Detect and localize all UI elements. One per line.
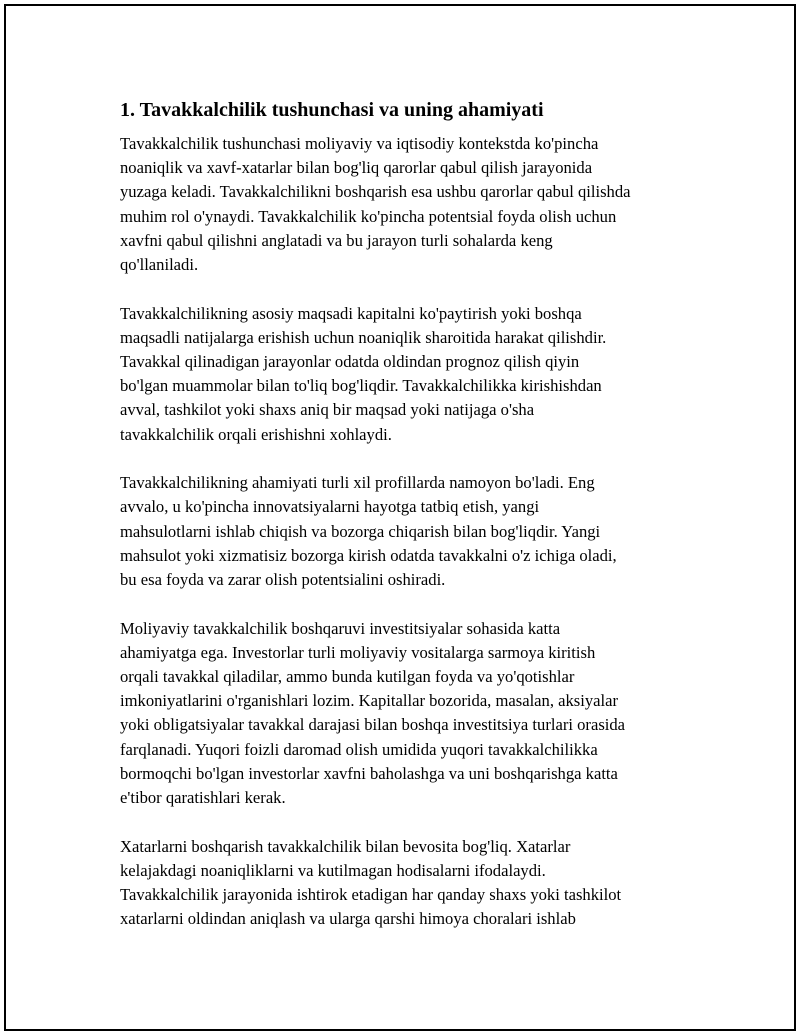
text-line: farqlanadi. Yuqori foizli daromad olish umidida yuqori tavakkalchilikka	[120, 739, 598, 759]
text-line: Xatarlarni boshqarish tavakkalchilik bilan bevosita bog'liq. Xatarlar	[120, 836, 571, 856]
text-line: ahamiyatga ega. Investorlar turli moliyaviy vositalarga sarmoya kiritish	[120, 642, 596, 662]
text-line: imkoniyatlarini o'rganishlari lozim. Kapitallar bozorida, masalan, aksiyalar	[120, 691, 619, 711]
text-line: Tavakkalchilik tushunchasi moliyaviy va iqtisodiy kontekstda ko'pincha	[120, 134, 599, 153]
text-line: Tavakkal qilinadigan jarayonlar odatda oldindan prognoz qilish qiyin	[120, 352, 580, 372]
text-line: mahsulotlarni ishlab chiqish va bozorga chiqarish bilan bog'liqdir. Yangi	[120, 521, 601, 541]
text-line: avvalo, u ko'pincha innovatsiyalarni hayotga tatbiq etish, yangi	[120, 497, 540, 517]
text-line: xatarlarni oldindan aniqlash va ularga qarshi himoya choralari ishlab	[120, 909, 576, 929]
text-line: xavfni qabul qilishni anglatadi va bu jarayon turli sohalarda keng	[120, 230, 553, 250]
text-line: mahsulot yoki xizmatisiz bozorga kirish odatda tavakkalni o'z ichiga oladi,	[120, 545, 617, 565]
text-line: kelajakdagi noaniqliklarni va kutilmagan hodisalarni ifodalaydi.	[120, 860, 546, 880]
paragraph-3	[120, 471, 700, 592]
text-line: maqsadli natijalarga erishish uchun noaniqlik sharoitida harakat qilishdir.	[120, 327, 607, 347]
text-line: bormoqchi bo'lgan investorlar xavfni baholashga va uni boshqarishga katta	[120, 763, 618, 783]
document-page	[4, 4, 796, 1031]
text-line: tavakkalchilik orqali erishishni xohlaydi.	[120, 424, 392, 444]
text-line: yuzaga keladi. Tavakkalchilikni boshqarish esa ushbu qarorlar qabul qilishda	[120, 182, 631, 202]
text-line: Tavakkalchilikning asosiy maqsadi kapitalni ko'paytirish yoki boshqa	[120, 303, 582, 323]
paragraph-5	[120, 835, 700, 932]
text-line: bu esa foyda va zarar olish potentsialini oshiradi.	[120, 570, 446, 590]
text-line: qo'llaniladi.	[120, 255, 199, 275]
paragraph-2	[120, 302, 700, 447]
paragraph-4	[120, 617, 700, 811]
text-line: Tavakkalchilik jarayonida ishtirok etadigan har qanday shaxs yoki tashkilot	[120, 885, 622, 905]
text-line: Tavakkalchilikning ahamiyati turli xil profillarda namoyon bo'ladi. Eng	[120, 473, 595, 493]
text-line: avval, tashkilot yoki shaxs aniq bir maqsad yoki natijaga o'sha	[120, 400, 535, 420]
section-heading: 1. Tavakkalchilik tushunchasi va uning ahamiyati	[120, 99, 544, 121]
text-line: yoki obligatsiyalar tavakkal darajasi bilan boshqa investitsiya turlari orasida	[120, 715, 626, 735]
text-line: muhim rol o'ynaydi. Tavakkalchilik ko'pincha potentsial foyda olish uchun	[120, 206, 617, 226]
document-body	[120, 94, 700, 956]
text-line: noaniqlik va xavf-xatarlar bilan bog'liq qarorlar qabul qilish jarayonida	[120, 158, 593, 178]
text-line: Moliyaviy tavakkalchilik boshqaruvi investitsiyalar sohasida katta	[120, 618, 561, 638]
text-line: e'tibor qaratishlari kerak.	[120, 788, 286, 808]
text-line: orqali tavakkal qiladilar, ammo bunda kutilgan foyda va yo'qotishlar	[120, 667, 575, 687]
text-line: bo'lgan muammolar bilan to'liq bog'liqdir. Tavakkalchilikka kirishishdan	[120, 376, 602, 396]
paragraph-1	[120, 132, 700, 277]
